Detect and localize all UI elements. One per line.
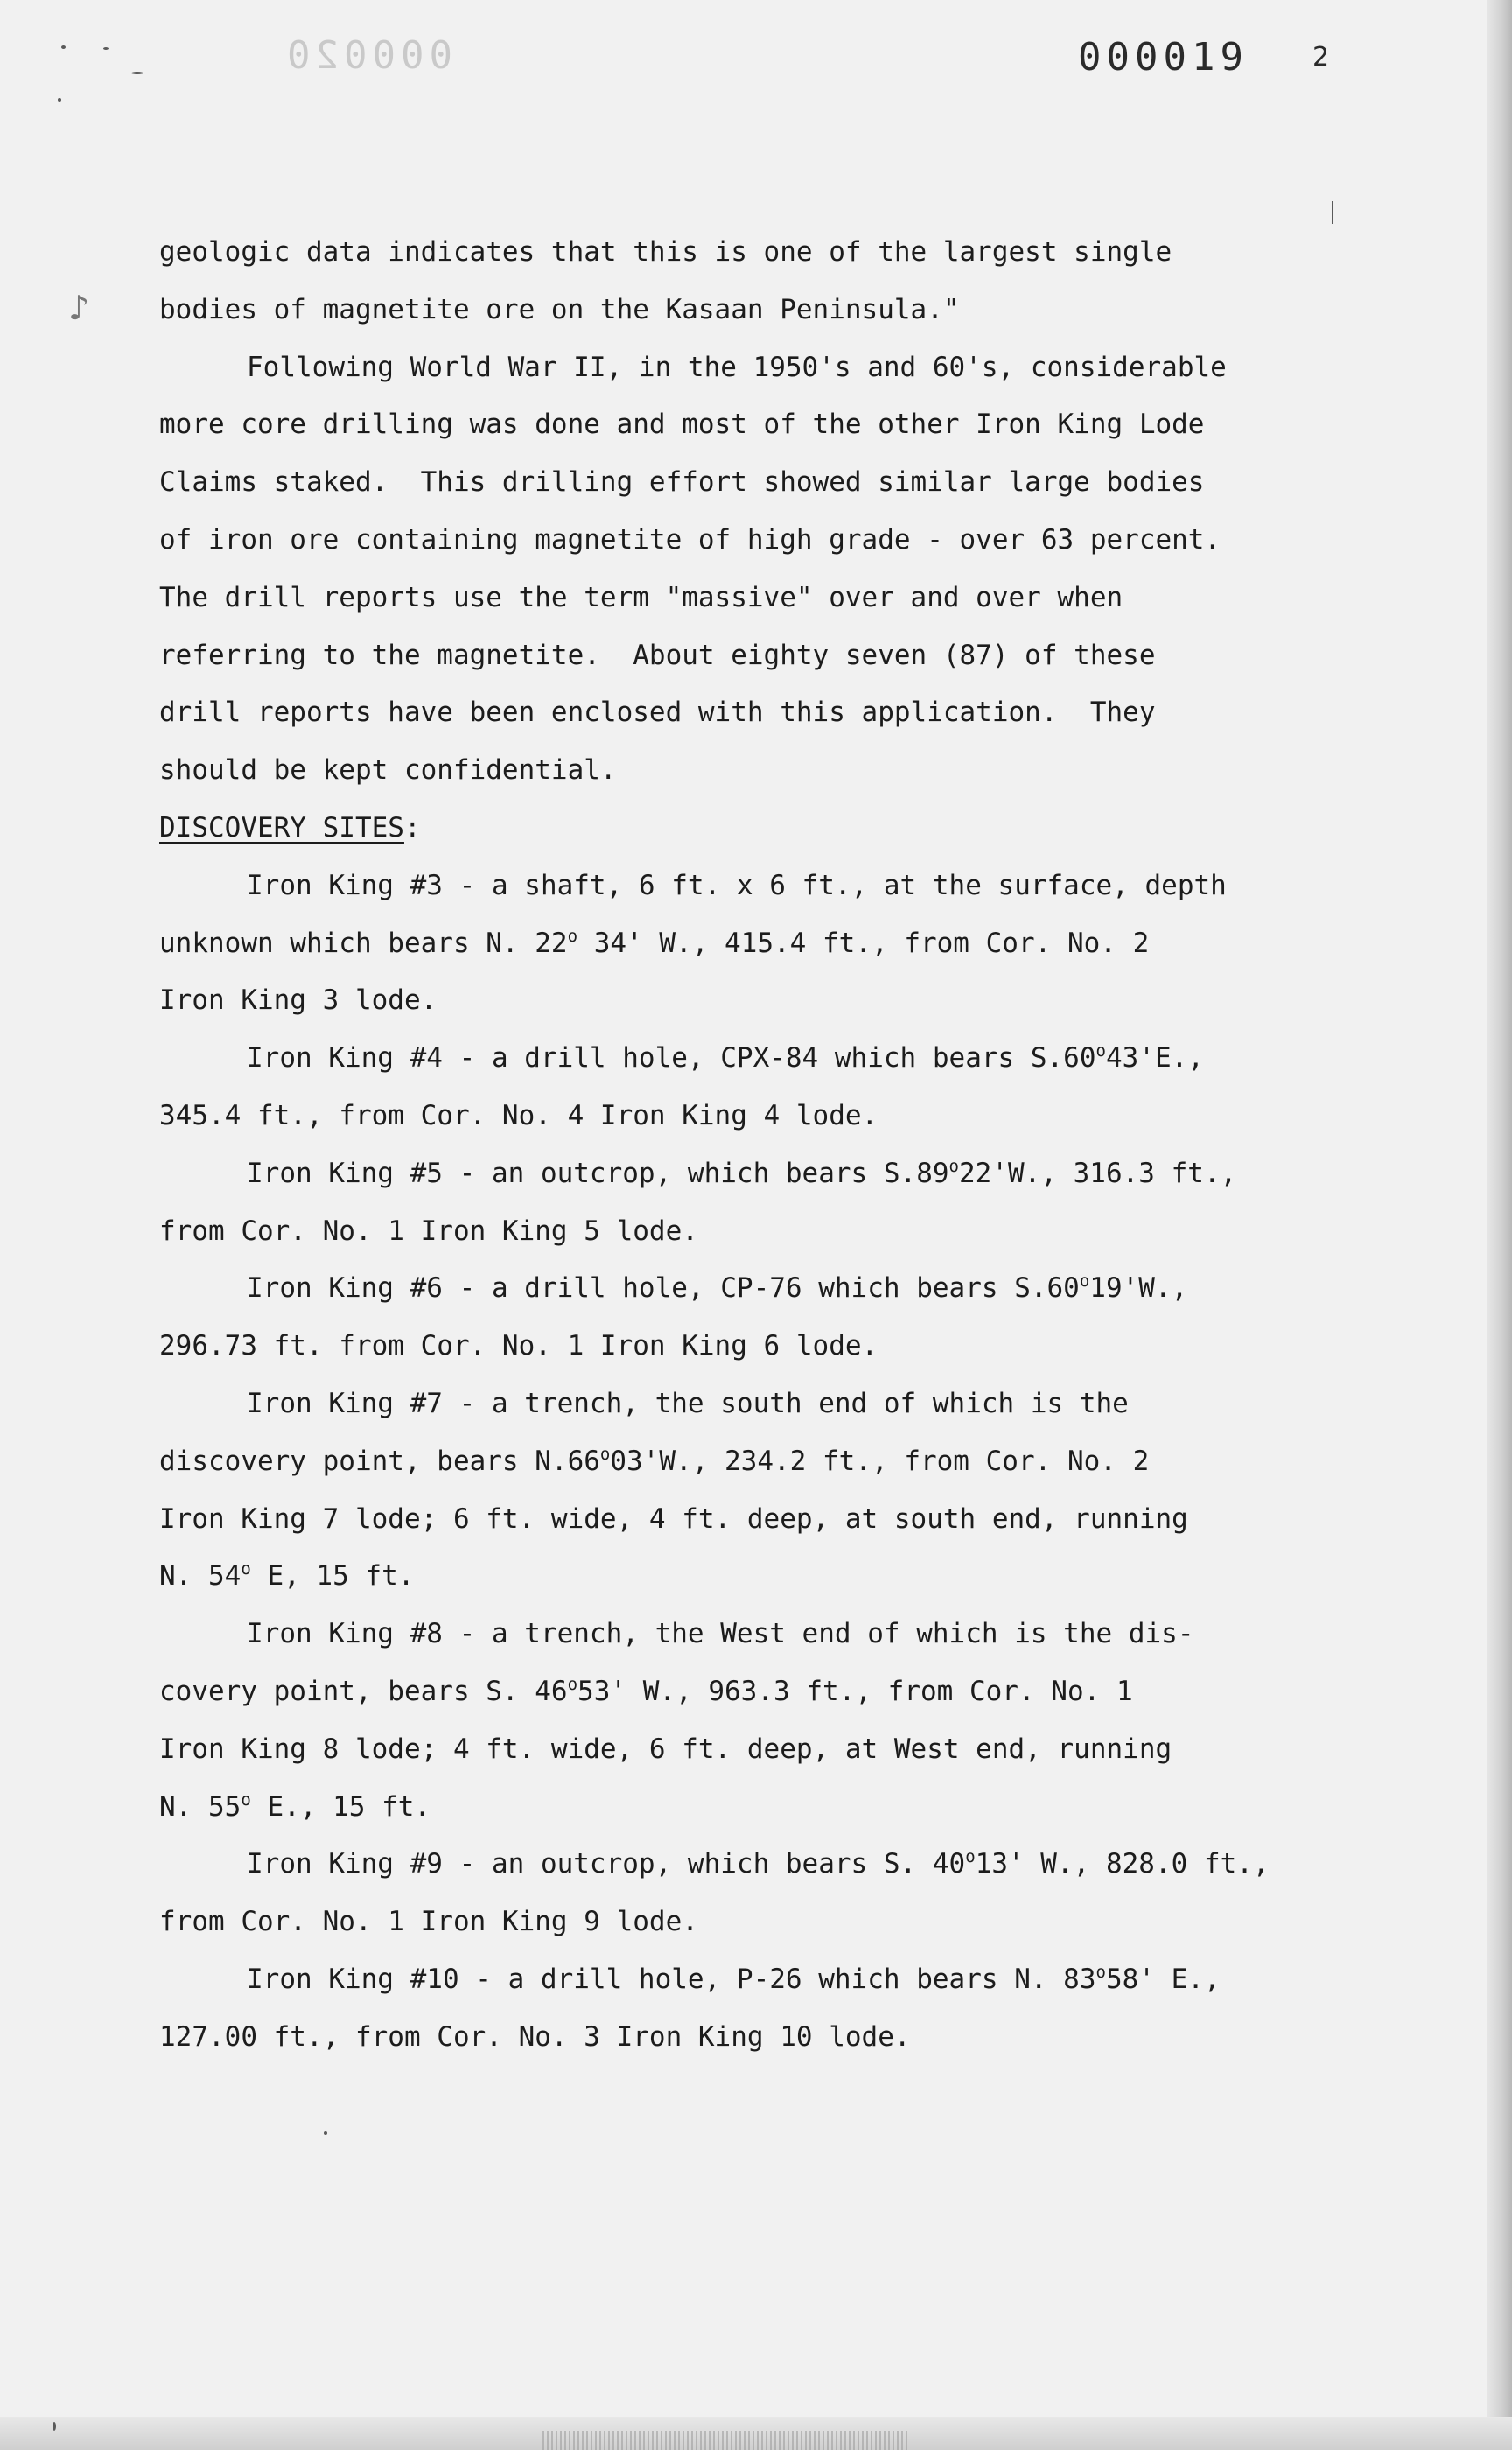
text-line: of iron ore containing magnetite of high grade - over 63 percent.: [159, 523, 1222, 556]
site-4-line: 345.4 ft., from Cor. No. 4 Iron King 4 lode.: [159, 1099, 878, 1131]
site-7-line: N. 54$^o$ E, 15 ft.: [159, 1559, 415, 1592]
text-line: Claims staked. This drilling effort showed similar large bodies: [159, 466, 1205, 499]
degree-mark: o: [599, 1444, 611, 1464]
site-6-line: 296.73 ft. from Cor. No. 1 Iron King 6 lode.: [159, 1330, 878, 1362]
degree-mark: o: [1096, 1962, 1106, 1982]
site-7-line: discovery point, bears N.66$^o$03'W., 234.2 ft., from Cor. No. 2: [159, 1444, 1150, 1477]
site-5-line: Iron King #5 - an outcrop, which bears S.89$^o$22'W., 316.3 ft.,: [247, 1156, 1237, 1189]
section-heading-text: DISCOVERY SITES: [159, 811, 404, 844]
site-5-line: from Cor. No. 1 Iron King 5 lode.: [159, 1214, 698, 1247]
degree-mark: o: [241, 1559, 251, 1579]
site-3-line: Iron King #3 - a shaft, 6 ft. x 6 ft., at the surface, depth: [247, 869, 1227, 901]
text-line: drill reports have been enclosed with this application. They: [159, 696, 1156, 729]
margin-mark: ♪: [68, 289, 90, 327]
text-line: geologic data indicates that this is one of the largest single: [159, 236, 1172, 268]
text-line: more core drilling was done and most of the other Iron King Lode: [159, 409, 1205, 441]
site-6-line: Iron King #6 - a drill hole, CP-76 which bears S.60$^o$19'W.,: [247, 1271, 1188, 1305]
section-heading: [159, 800, 1367, 858]
site-7-line: Iron King 7 lode; 6 ft. wide, 4 ft. deep, at south end, running: [159, 1502, 1188, 1535]
text-line: referring to the magnetite. About eighty seven (87) of these: [159, 639, 1156, 671]
margin-speck: [52, 2422, 56, 2431]
margin-speck: [131, 72, 144, 74]
site-9-line: from Cor. No. 1 Iron King 9 lode.: [159, 1906, 698, 1938]
bleed-through-stamp: 000020: [282, 33, 452, 78]
site-10-line: Iron King #10 - a drill hole, P-26 which bears N. 83$^o$58' E.,: [247, 1962, 1221, 1995]
document-stamp-number: 000019: [1078, 35, 1249, 80]
site-10-line: 127.00 ft., from Cor. No. 3 Iron King 10 lode.: [159, 2020, 911, 2053]
margin-speck: [61, 46, 66, 49]
degree-mark: o: [241, 1789, 251, 1810]
typed-text-body: [159, 224, 1367, 2067]
margin-speck: [103, 47, 108, 50]
scan-artifact-strip: [542, 2431, 910, 2450]
margin-speck: [1332, 201, 1334, 224]
text-line: should be kept confidential.: [159, 754, 617, 787]
site-3-line: unknown which bears N. 22$^o$ 34' W., 415.4 ft., from Cor. No. 2: [159, 926, 1150, 959]
site-4-line: Iron King #4 - a drill hole, CPX-84 which bears S.60$^o$43'E.,: [247, 1041, 1204, 1074]
margin-speck: [58, 98, 61, 102]
text-line: bodies of magnetite ore on the Kasaan Peninsula.": [159, 293, 960, 326]
site-8-line: Iron King #8 - a trench, the West end of which is the dis-: [247, 1618, 1194, 1650]
site-8-line: Iron King 8 lode; 4 ft. wide, 6 ft. deep, at West end, running: [159, 1732, 1172, 1765]
page-edge-shadow: [1488, 0, 1512, 2450]
site-7-line: Iron King #7 - a trench, the south end of which is the: [247, 1387, 1129, 1419]
degree-mark: o: [1079, 1271, 1090, 1292]
degree-mark: o: [567, 1674, 578, 1694]
section-heading-colon: :: [403, 811, 421, 844]
site-8-line: covery point, bears S. 46$^o$53' W., 963.3 ft., from Cor. No. 1: [159, 1674, 1133, 1707]
degree-mark: o: [965, 1847, 976, 1867]
degree-mark: o: [567, 926, 578, 946]
site-3-line: Iron King 3 lode.: [159, 984, 438, 1017]
page-number: 2: [1312, 42, 1330, 73]
site-8-line: N. 55$^o$ E., 15 ft.: [159, 1789, 431, 1823]
degree-mark: o: [1096, 1041, 1106, 1061]
text-line: Following World War II, in the 1950's and 60's, considerable: [247, 351, 1227, 383]
text-line: The drill reports use the term "massive" over and over when: [159, 581, 1124, 613]
site-9-line: Iron King #9 - an outcrop, which bears S. 40$^o$13' W., 828.0 ft.,: [247, 1847, 1270, 1880]
degree-mark: o: [948, 1156, 959, 1176]
margin-speck: [324, 2132, 327, 2135]
